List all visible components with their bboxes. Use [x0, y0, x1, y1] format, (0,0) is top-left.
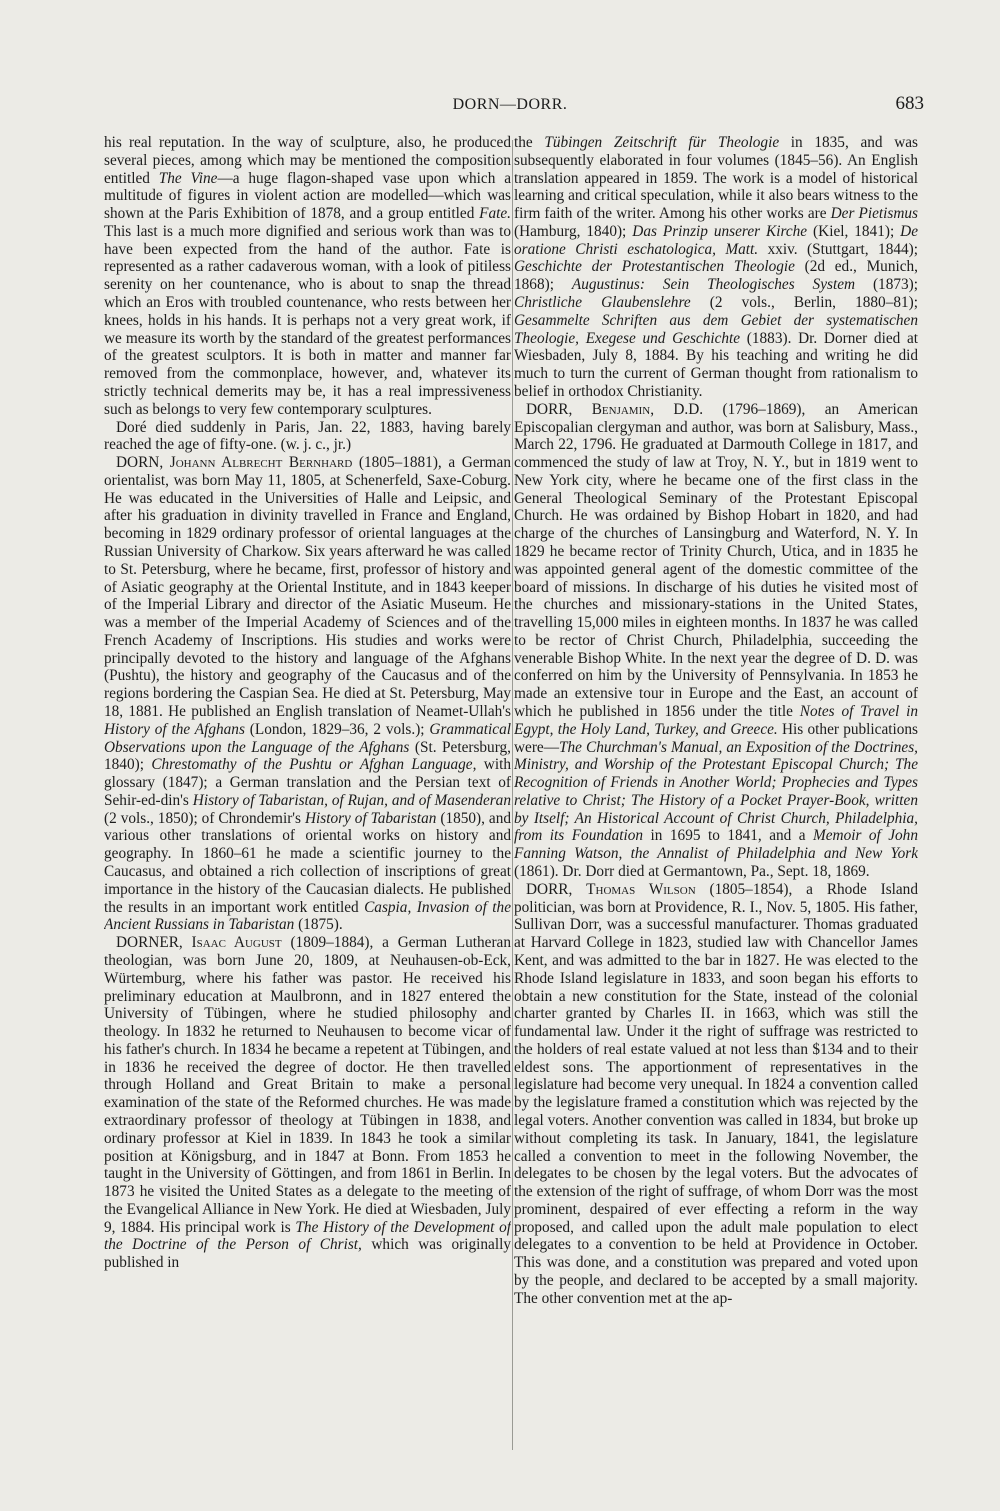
text-run: (2 vols., Berlin, 1880–81); — [690, 294, 918, 312]
right-column — [514, 134, 918, 1454]
italic-title: History of the Afghans — [104, 720, 245, 738]
paragraph — [104, 934, 511, 1272]
text-run: (St. Petersburg, 1840); — [104, 738, 511, 774]
italic-title: Chrestomathy of the Pushtu or Afghan Language, — [151, 756, 477, 774]
paragraph — [514, 881, 918, 1308]
paragraph — [104, 419, 511, 455]
text-run: , D.D. (1796–1869), an American Episcopalian clergyman and author, was born at Salisbury, Mass., March 22, 1796. He graduated at Darmouth College in 1817, and commenced the study of law at Troy, N. Y., but in 1819 went to New York city, where he became one of the first class in the General Theological Seminary of the Protestant Episcopal Church. He was ordained by Bishop Hobart in 1820, and had charge of the churches of Lansingburg and Waterford, N. Y. In 1829 he became rector of Trinity Church, Utica, and in 1835 he was appointed general agent of the domestic committee of the board of missions. In discharge of his duties he visited most of the churches and missionary-stations in the United States, travelling 15,000 miles in eighteen months. In 1837 he was called to be rector of Christ Church, Philadelphia, succeeding the venerable Bishop White. In the next year the degree of D. D. was conferred on him by the University of Pennsylvania. In 1853 he made an extensive tour in Europe and the East, an account of which he published in 1856 under the title — [514, 400, 918, 720]
text-run: (1883). Dr. Dorner died at Wiesbaden, July 8, 1884. By his teaching and writing he did much to turn the current of German thought from rationalism to belief in orthodox Christianity. — [514, 329, 918, 400]
text-run: DORN, — [116, 454, 170, 472]
text-run: (1809–1884), a German Lutheran theologian, was born June 20, 1809, at Neuhausen-ob-Eck, Würtemburg, where his father was pastor. He received his preliminary education at Maulbronn, and in 1827 entered the University of Tübingen, where he studied philosophy and theology. In 1832 he returned to Neuhausen to become vicar of his father's church. In 1834 he became a repetent at Tübingen, and in 1836 he received the degree of doctor. He then travelled through Holland and Great Britain to make a personal examination of the state of the Reformed churches. He was made extraordinary professor of theology at Tübingen in 1838, and ordinary professor at Kiel in 1839. In 1843 he took a similar position at Königsburg, and in 1847 at Bonn. From 1853 he taught in the University of Göttingen, and from 1861 in Berlin. In 1873 he visited the United States as a delegate to the meeting of the Evangelical Alliance in New York. He died at Wiesbaden, July 9, 1884. His principal work is — [104, 934, 511, 1236]
italic-title: The Vine — [158, 169, 218, 187]
running-head: DORN—DORR. — [452, 96, 568, 113]
text-run: (London, 1829–36, 2 vols.); — [244, 720, 430, 738]
page-number: 683 — [895, 93, 924, 114]
entry-name: Thomas Wilson — [586, 880, 696, 898]
text-run: with glossary (1847); a German translation and the Persian text of Sehir-ed-din's — [104, 756, 511, 809]
italic-title: Augustinus: Sein Theologisches System — [571, 276, 856, 294]
italic-title: Das Prinzip unserer Kirche — [632, 222, 808, 240]
entry-name: Isaac August — [191, 934, 282, 952]
text-run: DORR, — [526, 880, 587, 898]
entry-name: Benjamin — [591, 400, 651, 418]
text-run: (1805–1854), a Rhode Island politician, was born at Providence, R. I., Nov. 5, 1805. His father, Sullivan Dorr, was a successful manufacturer. Thomas graduated at Harvard College in 1823, studied law with Chancellor James Kent, and was admitted to the bar in 1827. He was elected to the Rhode Island legislature in 1833, and soon began his efforts to obtain a new constitution for the State, instead of the colonial charter granted by Charles II. in 1663, which was still the fundamental law. Under it the right of suffrage was restricted to the holders of real estate valued at not less than $134 and to their eldest sons. The apportionment of representatives in the legislature had become very unequal. In 1824 a convention called by the legislature framed a constitution which was rejected by the legal voters. Another convention was called in 1834, but broke up without completing its task. In January, 1841, the legislature called a convention to meet in the following November, the delegates to be chosen by the legal voters. But the advocates of the extension of the right of suffrage, of whom Dorr was the most prominent, despaired of ever effecting a reform in the way proposed, and called upon the adult male population to elect delegates to a convention to be held at Providence in October. This was done, and a constitution was prepared and voted upon by the people, and declared to be accepted by a small majority. The other convention met at the ap- — [514, 880, 918, 1307]
paragraph — [514, 401, 918, 881]
text-run: in 1695 to 1841, and a — [643, 827, 813, 845]
paragraph — [514, 134, 918, 401]
text-run: his real reputation. In the way of sculpture, also, he produced several pieces, among which may be mentioned the composition entitled — [104, 134, 511, 187]
text-run: (2d ed., Munich, 1868); — [514, 258, 918, 294]
paragraph — [104, 454, 511, 934]
text-run: (1850), and various other translations of oriental works on history and geography. In 1860–61 he made a scientific journey to the Caucasus, and obtained a rich collection of inscriptions of great importance in the history of the Caucasian dialects. He published the results in an important work entitled — [104, 809, 511, 916]
text-run: (1875). — [294, 916, 343, 934]
text-run: (Hamburg, 1840); — [514, 222, 633, 240]
text-run: —a huge flagon-shaped vase upon which a multitude of figures in violent action are modelled—which was shown at the Paris Exhibition of 1878, and a group entitled — [104, 169, 511, 223]
text-run: in 1835, and was subsequently elaborated in four volumes (1845–56). An English translation appeared in 1859. The work is a model of historical learning and critical speculation, while it also bears witness to the firm faith of the writer. Among his other works are — [514, 134, 918, 223]
italic-title: Notes of Travel in Egypt, the Holy Land, Turkey, and Greece. — [514, 703, 918, 738]
left-column — [104, 134, 511, 1454]
text-run: (Kiel, 1841); — [807, 222, 901, 240]
italic-title: History of Tabaristan, of Rujan, and of Masenderan — [192, 791, 511, 809]
italic-title: De oratione Christi eschatologica, Matt. — [514, 222, 918, 258]
italic-title: Caspia, Invasion of the Ancient Russians in Tabaristan — [104, 898, 511, 934]
text-run: (1805–1881), a German orientalist, was born May 11, 1805, at Schenerfeld, Saxe-Coburg. He was educated in the Universities of Halle and Leipsic, and after his graduation in divinity travelled in France and England, becoming in 1829 ordinary professor of oriental languages at the Russian University of Charkow. Six years afterward he was called to St. Petersburg, where he became, first, professor of history and of Asiatic geography at the Oriental Institute, and in 1843 keeper of the Imperial Library and director of the Asiatic Museum. He was a member of the Imperial Academy of Sciences and of the French Academy of Inscriptions. His studies and works were principally devoted to the history and language of the Afghans (Pushtu), the history and geography of the Caucasus and of the regions bordering the Caspian Sea. He died at St. Petersburg, May 18, 1881. He published an English translation of Neamet-Ullah's — [104, 454, 511, 720]
italic-title: Gesammelte Schriften aus dem Gebiet der systematischen Theologie, Exegese und Geschichte — [514, 311, 918, 347]
text-run: the — [514, 134, 545, 151]
column-divider — [512, 140, 513, 1450]
paragraph — [104, 134, 511, 419]
entry-name: Johann Albrecht Bernhard — [169, 454, 353, 472]
text-run: (2 vols., 1850); of Chrondemir's — [104, 809, 305, 827]
italic-title: Memoir of John Fanning Watson, the Annalist of Philadelphia and New York — [514, 827, 918, 863]
italic-title: Der Pietismus — [830, 205, 918, 223]
page-header — [104, 93, 924, 120]
text-run: Doré died suddenly in Paris, Jan. 22, 1883, having barely reached the age of fifty-one. (w. j. c., jr.) — [104, 418, 511, 454]
italic-title: Fate. — [479, 205, 511, 223]
text-run: DORNER, — [116, 934, 192, 952]
italic-title: Grammatical Observations upon the Language of the Afghans — [104, 720, 511, 756]
text-run: DORR, — [526, 400, 592, 418]
italic-title: The Churchman's Manual, an Exposition of the Doctrines, Ministry, and Worship of the Protestant Episcopal Church; The Recognition of Friends in Another World; Prophecies and Types relative to Christ; The History of a Pocket Prayer-Book, written by Itself; An Historical Account of Christ Church, Philadelphia, from its Foundation — [514, 738, 918, 845]
text-run: This last is a much more dignified and serious work than was to have been expected from the hand of the author. Fate is represented as a rather cadaverous woman, with a look of pitiless serenity on her countenance, who is about to snap the thread which an Eros with troubled countenance, who rests between her knees, holds in his hands. It is perhaps not a very great work, if we measure its worth by the standard of the greatest performances of the greatest sculptors. It is both in matter and manner far removed from the commonplace, however, and, whatever its strictly technical demerits may be, it has a real impressiveness such as belongs to very few contemporary sculptures. — [104, 222, 511, 418]
italic-title: History of Tabaristan — [304, 809, 437, 827]
italic-title: Geschichte der Protestantischen Theologie — [514, 258, 795, 276]
italic-title: Tübingen Zeitschrift für Theologie — [544, 134, 780, 151]
text-run: which was originally published in — [104, 1236, 511, 1272]
text-run: xxiv. (Stuttgart, 1844); — [758, 240, 918, 258]
italic-title: Christliche Glaubenslehre — [514, 294, 691, 312]
italic-title: The History of the Development of the Doctrine of the Person of Christ, — [104, 1218, 511, 1254]
text-run: (1861). Dr. Dorr died at Germantown, Pa., Sept. 18, 1869. — [514, 863, 870, 881]
text-run: His other publications were— — [514, 720, 918, 756]
text-run: (1873); — [855, 276, 918, 294]
